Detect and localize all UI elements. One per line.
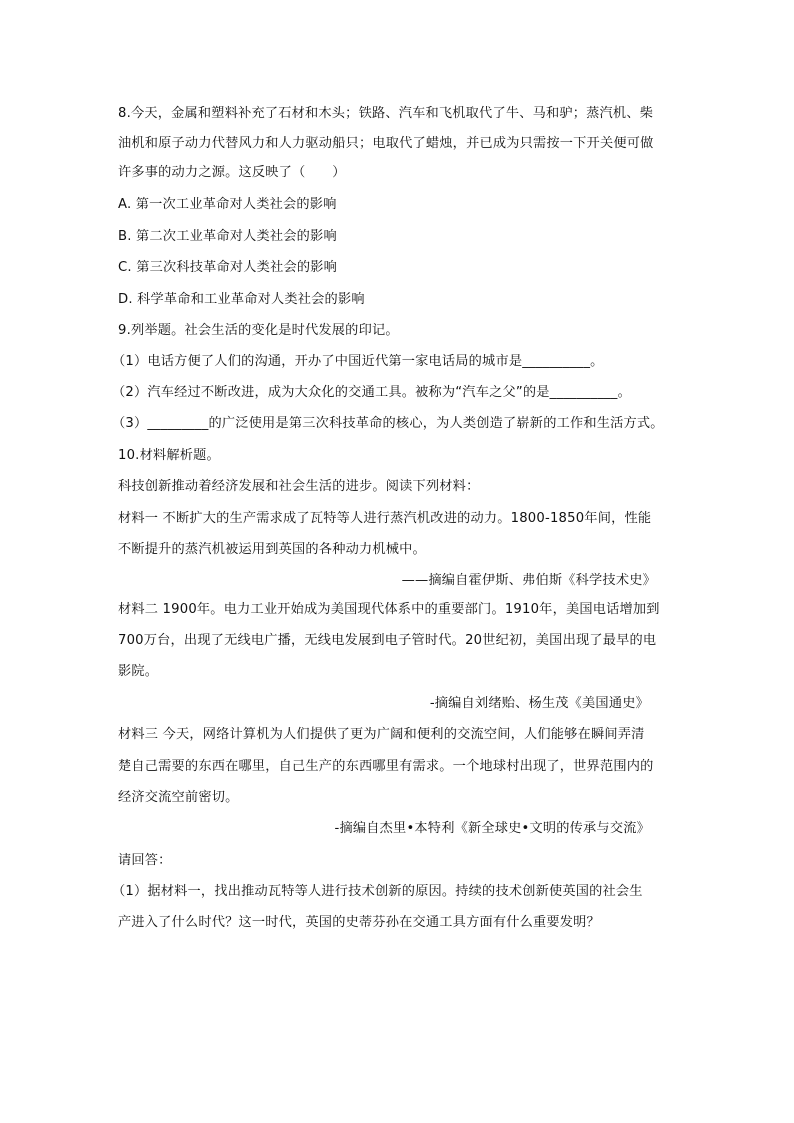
material-2-line2: 700万台，出现了无线电广播，无线电发展到电子管时代。20世纪初，美国出现了最早的电 (118, 633, 657, 648)
q8-stem-line2: 油机和原子动力代替风力和人力驱动船只；电取代了蜡烛，并已成为只需按一下开关便可做 (118, 136, 654, 151)
q8-stem-line3: 许多事的动力之源。这反映了（ ） (118, 165, 346, 180)
q8-option-b: B. 第二次工业革命对人类社会的影响 (118, 229, 337, 244)
q10-ask: 请回答： (118, 853, 172, 868)
q10-sub1-line2: 产进入了什么时代？这一时代，英国的史蒂芬孙在交通工具方面有什么重要发明？ (118, 915, 600, 930)
material-3-source: -摘编自杰里•本特利《新全球史•文明的传承与交流》 (334, 821, 650, 836)
material-2-line1: 材料二 1900年。电力工业开始成为美国现代体系中的重要部门。1910年，美国电话增加到 (118, 602, 660, 617)
q8-stem-line1: 8.今天，金属和塑料补充了石材和木头；铁路、汽车和飞机取代了牛、马和驴；蒸汽机、柴 (118, 106, 654, 121)
material-1-line2: 不断提升的蒸汽机被运用到英国的各种动力机械中。 (118, 542, 426, 557)
material-2-source: -摘编自刘绪贻、杨生茂《美国通史》 (429, 696, 649, 711)
q9-item-2: （2）汽车经过不断改进，成为大众化的交通工具。被称为“汽车之父”的是__________。 (112, 385, 631, 400)
material-3-line3: 经济交流空前密切。 (118, 790, 239, 805)
q10-intro: 科技创新推动着经济发展和社会生活的进步。阅读下列材料： (118, 479, 480, 494)
material-3-line1: 材料三 今天，网络计算机为人们提供了更为广阔和便利的交流空间，人们能够在瞬间弄清 (118, 727, 645, 742)
q10-title: 10.材料解析题。 (118, 448, 220, 463)
q8-option-d: D. 科学革命和工业革命对人类社会的影响 (118, 292, 365, 307)
material-3-line2: 楚自己需要的东西在哪里，自己生产的东西哪里有需求。一个地球村出现了，世界范围内的 (118, 759, 654, 774)
q8-option-c: C. 第三次科技革命对人类社会的影响 (118, 260, 338, 275)
q9-item-1: （1）电话方便了人们的沟通，开办了中国近代第一家电话局的城市是__________。 (112, 354, 604, 369)
q10-sub1-line1: （1）据材料一，找出推动瓦特等人进行技术创新的原因。持续的技术创新使英国的社会生 (112, 884, 643, 899)
material-1-line1: 材料一 不断扩大的生产需求成了瓦特等人进行蒸汽机改进的动力。1800-1850年间，性能 (118, 511, 652, 526)
material-1-source: ——摘编自霍伊斯、弗伯斯《科学技术史》 (401, 573, 656, 588)
q9-item-3: （3）_________的广泛使用是第三次科技革命的核心，为人类创造了崭新的工作和生活方式。 (112, 416, 664, 431)
material-2-line3: 影院。 (118, 664, 159, 679)
q8-option-a: A. 第一次工业革命对人类社会的影响 (118, 197, 337, 212)
q9-title: 9.列举题。社会生活的变化是时代发展的印记。 (118, 323, 399, 338)
